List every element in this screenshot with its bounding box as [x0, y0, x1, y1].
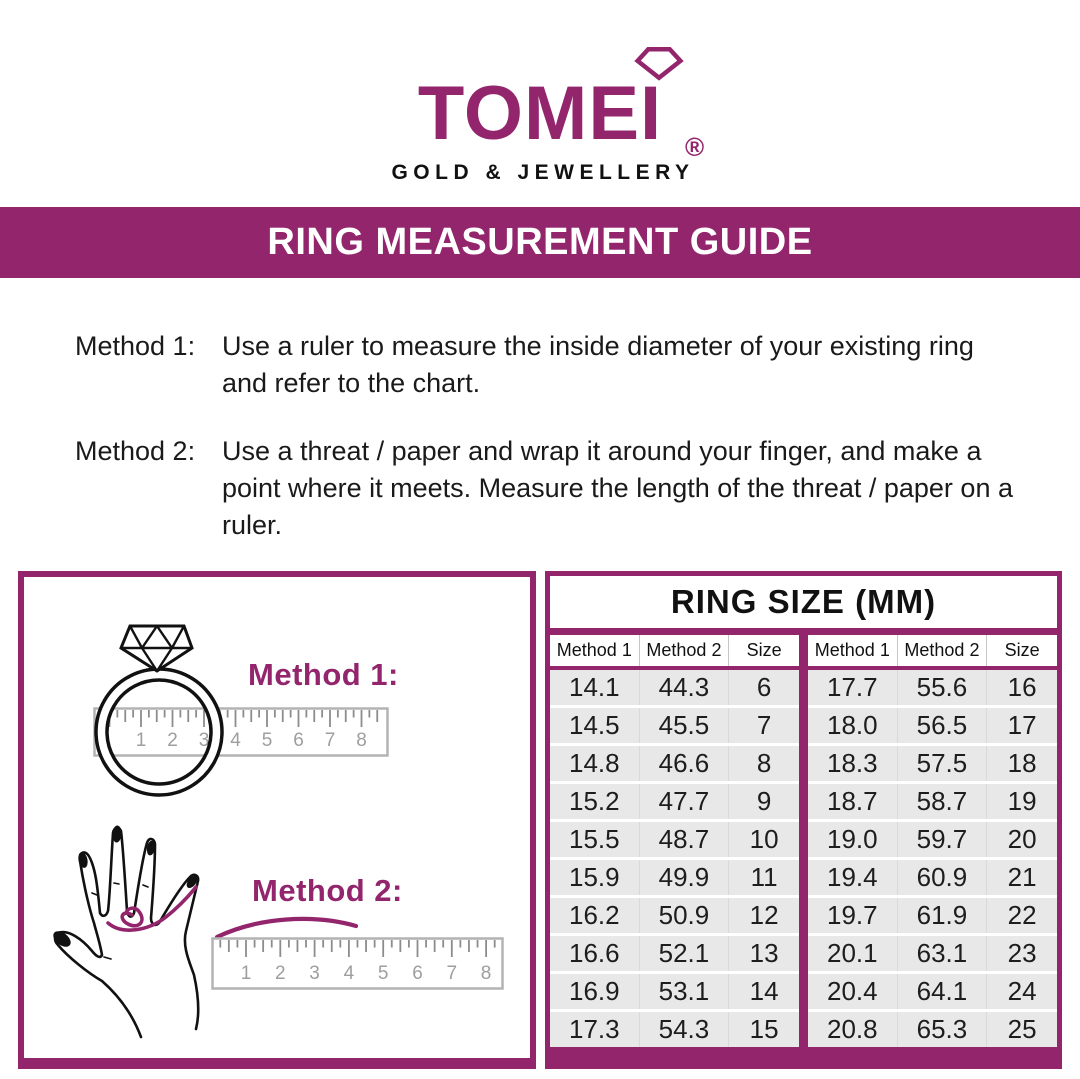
table-cell: 64.1: [898, 974, 988, 1009]
table-cell: 24: [1007, 976, 1037, 1006]
table-cell: 10: [749, 824, 779, 854]
column-header: Method 1: [550, 635, 640, 666]
ruler-method2: [211, 937, 504, 990]
instructions: [75, 328, 1015, 575]
table-cell: 8: [756, 748, 772, 778]
table-cell: 15.2: [550, 784, 640, 819]
table-row: [808, 974, 1057, 1009]
table-row: [550, 860, 799, 895]
table-cell: 46.6: [640, 746, 730, 781]
table-cell: 12: [749, 900, 779, 930]
registered-mark-icon: ®: [684, 132, 705, 162]
table-row: [808, 898, 1057, 933]
table-header-row: [808, 635, 1057, 666]
logo: [0, 71, 1080, 185]
table-row: [550, 670, 799, 705]
table-cell: 14: [749, 976, 779, 1006]
instruction-text: Use a threat / paper and wrap it around your finger, and make a point where it meets. Measure the length of the threat / paper on a ruler.: [222, 436, 1013, 540]
ruler-number: 8: [356, 730, 367, 751]
brand-wordmark: [417, 71, 705, 162]
table-body: [808, 670, 1057, 1047]
table-cell: 53.1: [640, 974, 730, 1009]
table-row: [550, 936, 799, 971]
table-cell: 19.0: [808, 822, 898, 857]
table-row: [550, 784, 799, 819]
table-cell: 15.9: [550, 860, 640, 895]
brand-text: TOMEI: [417, 71, 663, 156]
table-cell: 18: [1007, 748, 1037, 778]
diamond-ring-illustration: [92, 621, 226, 799]
table-cell: 19: [1007, 786, 1037, 816]
table-cell: 19.4: [808, 860, 898, 895]
table-cell: 54.3: [640, 1012, 730, 1047]
table-cell: 65.3: [898, 1012, 988, 1047]
method2-illustration-label: Method 2:: [252, 873, 403, 908]
table-cell: 14.8: [550, 746, 640, 781]
table-cell: 15: [749, 1014, 779, 1044]
ring-size-table-right: [808, 635, 1057, 1047]
table-cell: 63.1: [898, 936, 988, 971]
table-cell: 48.7: [640, 822, 730, 857]
table-row: [808, 708, 1057, 743]
ruler-number: 5: [377, 963, 389, 984]
brand-tagline: GOLD & JEWELLERY: [391, 161, 695, 184]
table-cell: 44.3: [640, 670, 730, 705]
table-row: [808, 784, 1057, 819]
instruction-label: Method 1:: [75, 331, 196, 361]
table-cell: 55.6: [898, 670, 988, 705]
table-cell: 22: [1007, 900, 1037, 930]
table-cell: 16.9: [550, 974, 640, 1009]
column-header: Size: [1004, 640, 1040, 660]
table-cell: 11: [750, 862, 778, 892]
table-cell: 9: [756, 786, 772, 816]
table-cell: 20.1: [808, 936, 898, 971]
instruction: [75, 433, 1015, 544]
table-row: [808, 822, 1057, 857]
column-header: Method 2: [640, 635, 730, 666]
table-cell: 61.9: [898, 898, 988, 933]
table-cell: 25: [1007, 1014, 1037, 1044]
table-row: [550, 898, 799, 933]
ruler-number: 2: [275, 963, 286, 984]
table-cell: 18.0: [808, 708, 898, 743]
diamond-icon: [634, 45, 684, 82]
ring-size-tables: [550, 635, 1057, 1047]
table-cell: 16.2: [550, 898, 640, 933]
table-cell: 19.7: [808, 898, 898, 933]
banner-title: RING MEASUREMENT GUIDE: [267, 221, 813, 263]
table-cell: 18.3: [808, 746, 898, 781]
illustration-panel: [18, 571, 536, 1069]
table-cell: 17.3: [550, 1012, 640, 1047]
table-cell: 16: [1007, 672, 1037, 702]
ring-size-title: RING SIZE (MM): [550, 576, 1057, 628]
table-row: [808, 1012, 1057, 1047]
ruler-number: 7: [446, 963, 458, 984]
table-cell: 13: [749, 938, 779, 968]
instruction-text: Use a ruler to measure the inside diameter of your existing ring and refer to the chart.: [222, 331, 974, 398]
method1-illustration-label: Method 1:: [248, 657, 399, 692]
ruler-number: 2: [167, 730, 178, 751]
column-header: Size: [746, 640, 782, 660]
ring-size-panel: [545, 571, 1062, 1069]
instruction-label: Method 2:: [75, 436, 196, 466]
table-cell: 52.1: [640, 936, 730, 971]
column-header: Method 2: [898, 635, 988, 666]
table-cell: 57.5: [898, 746, 988, 781]
table-cell: 16.6: [550, 936, 640, 971]
ruler-number: 7: [324, 730, 336, 751]
ruler-number: 6: [293, 730, 304, 751]
table-cell: 47.7: [640, 784, 730, 819]
table-row: [808, 746, 1057, 781]
ruler-number: 1: [240, 963, 252, 984]
table-body: [550, 670, 799, 1047]
banner: [0, 207, 1080, 278]
table-row: [808, 670, 1057, 705]
ruler-number: 4: [343, 963, 355, 984]
ruler-number: 3: [198, 730, 210, 751]
instruction: [75, 328, 1015, 402]
table-cell: 6: [756, 672, 772, 702]
ruler-number: 4: [230, 730, 241, 751]
table-cell: 15.5: [550, 822, 640, 857]
table-cell: 20.4: [808, 974, 898, 1009]
table-cell: 17: [1007, 710, 1037, 740]
ruler-number: 3: [309, 963, 320, 984]
table-cell: 59.7: [898, 822, 988, 857]
ring-size-table-left: [550, 635, 799, 1047]
table-row: [550, 974, 799, 1009]
table-cell: 56.5: [898, 708, 988, 743]
table-row: [550, 822, 799, 857]
ruler-number: 6: [412, 963, 423, 984]
table-row: [550, 708, 799, 743]
table-row: [808, 936, 1057, 971]
table-cell: 18.7: [808, 784, 898, 819]
table-cell: 45.5: [640, 708, 730, 743]
ruler-number: 1: [135, 730, 147, 751]
table-cell: 20: [1007, 824, 1037, 854]
table-row: [550, 746, 799, 781]
table-cell: 17.7: [808, 670, 898, 705]
thread-arc: [214, 913, 360, 940]
ruler-number: 5: [261, 730, 273, 751]
table-cell: 23: [1007, 938, 1037, 968]
table-cell: 60.9: [898, 860, 988, 895]
table-cell: 14.5: [550, 708, 640, 743]
table-cell: 49.9: [640, 860, 730, 895]
table-cell: 58.7: [898, 784, 988, 819]
hand-illustration: [44, 823, 212, 1045]
table-cell: 20.8: [808, 1012, 898, 1047]
table-cell: 21: [1007, 862, 1037, 892]
table-cell: 7: [756, 710, 772, 740]
column-header: Method 1: [808, 635, 898, 666]
table-cell: 14.1: [550, 670, 640, 705]
ruler-number: 8: [480, 963, 492, 984]
table-cell: 50.9: [640, 898, 730, 933]
table-header-row: [550, 635, 799, 666]
table-row: [808, 860, 1057, 895]
table-row: [550, 1012, 799, 1047]
